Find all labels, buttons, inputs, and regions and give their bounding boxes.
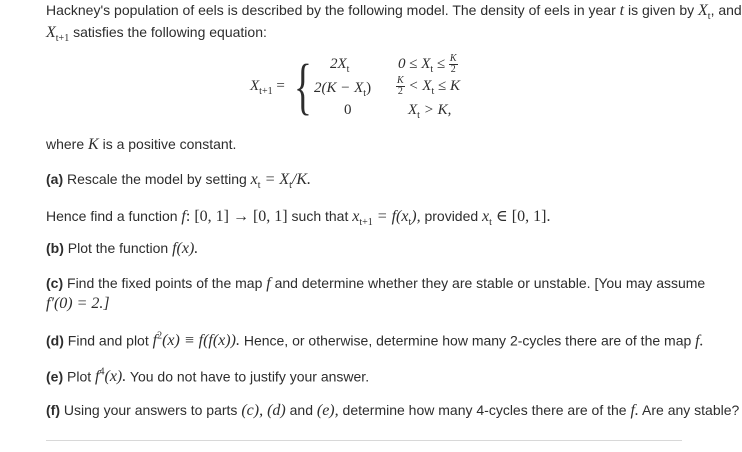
bottom-divider [46,440,682,441]
part-e-label: (e) [46,368,64,385]
hence-line: Hence find a function f: [0, 1] → [0, 1] such that $x_{t+1} = f(x_t)$, provided $x_t$ ∈ [0, 1]. [46,208,551,229]
part-b: (b) Plot the function f(x). [46,240,199,257]
part-e: (e) Plot $f^4(x)$. You do not have to justify your answer. [46,367,370,386]
intro-line-2: $X_{t+1}$ satisfies the following equation: [46,24,267,45]
part-d-label: (d) [46,332,64,349]
var-Xt: $X_t$ [698,2,711,23]
part-a-label: (a) [46,171,64,187]
var-t: t [619,2,625,19]
part-d: (d) Find and plot $f^2(x) \equiv f(f(x))$. Hence, or otherwise, determine how many 2-cycles there are of the map f. [46,331,704,350]
intro-line-1: Hackney's population of eels is described by the following model. The density of eels in year t is given by $X_t$, and [46,2,742,23]
var-Xt1: $X_{t+1}$ [46,24,70,45]
case-3-expr: 0 [344,102,352,118]
case-1-expr: $2X_t$ [330,56,350,75]
case-3-cond: $X_t > K$, [408,102,452,121]
piecewise-equation [250,54,490,124]
case-2-cond: $\frac{K}{2}$ < $X_t \le K$ [397,75,460,97]
part-f: (f) Using your answers to parts (c), (d) and (e), determine how many 4-cycles there are of the f. Are any stable? [46,402,740,419]
case-1-cond: $0 \le X_t$ ≤ $\frac{K}{2}$ [398,53,457,75]
part-b-label: (b) [46,240,64,256]
part-c-line-2: f′(0) = 2.] [46,295,110,312]
equation-lhs: $X_{t+1}$ = [250,78,285,97]
part-f-label: (f) [46,402,60,418]
where-line: where K is a positive constant. [46,136,237,153]
left-brace: { [294,53,312,121]
part-a: (a) Rescale the model by setting $x_t = X_t/K$. [46,171,312,192]
part-c: (c) Find the fixed points of the map f and determine whether they are stable or unstable. [You may assume [46,275,706,292]
part-c-label: (c) [46,275,64,291]
case-2-expr: $2(K - X_t)$ [314,80,372,99]
